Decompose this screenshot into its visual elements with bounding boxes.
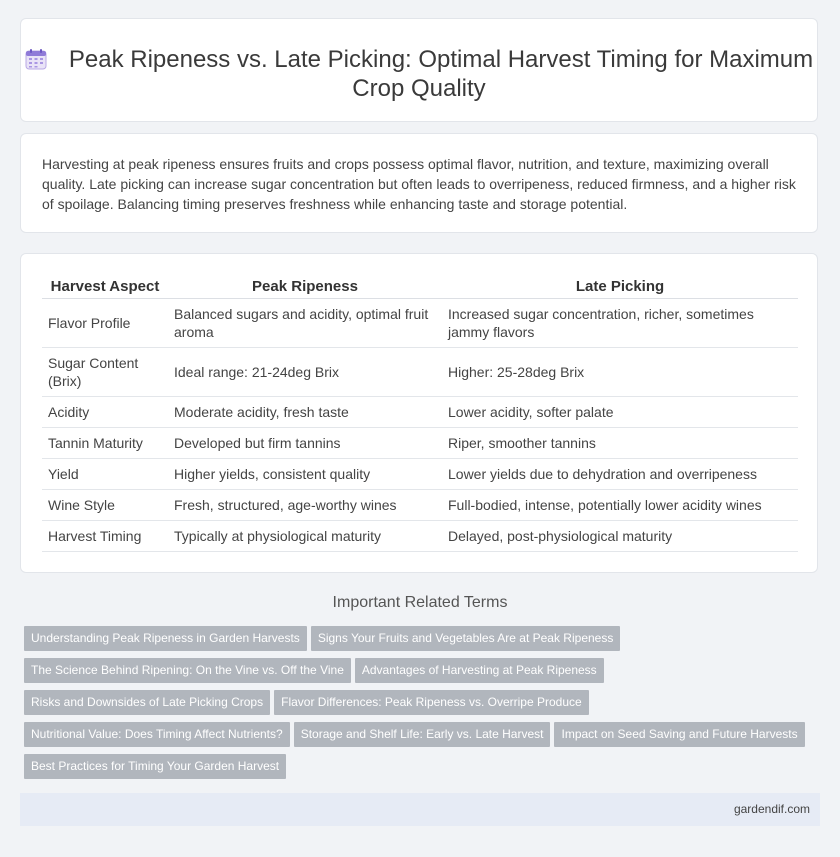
related-terms-heading: Important Related Terms	[332, 594, 508, 611]
table-row	[42, 348, 798, 397]
table-cell: Riper, smoother tannins	[442, 428, 798, 459]
related-terms-list	[24, 626, 824, 786]
table-row	[42, 521, 798, 552]
table-cell: Lower acidity, softer palate	[442, 397, 798, 428]
table-cell: Lower yields due to dehydration and overripeness	[442, 459, 798, 490]
footer	[20, 793, 820, 826]
related-term-link[interactable]: Understanding Peak Ripeness in Garden Harvests	[24, 626, 307, 651]
intro-card	[20, 133, 818, 233]
related-term-link[interactable]: The Science Behind Ripening: On the Vine vs. Off the Vine	[24, 658, 351, 683]
related-term-link[interactable]: Impact on Seed Saving and Future Harvests	[554, 722, 804, 747]
related-term-link[interactable]: Best Practices for Timing Your Garden Harvest	[24, 754, 286, 779]
comparison-card	[20, 253, 818, 573]
table-row	[42, 397, 798, 428]
table-cell: Ideal range: 21-24deg Brix	[168, 348, 442, 397]
table-row	[42, 459, 798, 490]
table-row	[42, 299, 798, 348]
page-title	[21, 45, 817, 103]
table-cell: Harvest Timing	[42, 521, 168, 552]
table-cell: Acidity	[42, 397, 168, 428]
table-cell: Fresh, structured, age-worthy wines	[168, 490, 442, 521]
header-late-picking: Late Picking	[442, 274, 798, 299]
table-row	[42, 428, 798, 459]
comparison-table	[42, 274, 798, 552]
table-cell: Moderate acidity, fresh taste	[168, 397, 442, 428]
intro-paragraph: Harvesting at peak ripeness ensures fruits and crops possess optimal flavor, nutrition, and texture, maximizing overall quality. Late picking can increase sugar concentration but often leads to overripeness, reduced firmness, and a higher risk of spoilage. Balancing timing preserves freshness while enhancing taste and storage potential.	[42, 156, 796, 212]
table-cell: Sugar Content (Brix)	[42, 348, 168, 397]
table-cell: Full-bodied, intense, potentially lower acidity wines	[442, 490, 798, 521]
related-term-link[interactable]: Advantages of Harvesting at Peak Ripeness	[355, 658, 604, 683]
related-term-link[interactable]: Storage and Shelf Life: Early vs. Late Harvest	[294, 722, 551, 747]
title-card	[20, 18, 818, 122]
table-cell: Delayed, post-physiological maturity	[442, 521, 798, 552]
table-cell: Wine Style	[42, 490, 168, 521]
table-header-row	[42, 274, 798, 299]
table-cell: Typically at physiological maturity	[168, 521, 442, 552]
footer-site-name: gardendif.com	[733, 802, 810, 816]
page-title-text: Peak Ripeness vs. Late Picking: Optimal Harvest Timing for Maximum Crop Quality	[68, 46, 814, 102]
table-cell: Yield	[42, 459, 168, 490]
table-cell: Flavor Profile	[42, 299, 168, 348]
table-row	[42, 490, 798, 521]
header-peak-ripeness: Peak Ripeness	[168, 274, 442, 299]
header-harvest-aspect: Harvest Aspect	[42, 274, 168, 299]
related-term-link[interactable]: Nutritional Value: Does Timing Affect Nutrients?	[24, 722, 290, 747]
table-cell: Higher yields, consistent quality	[168, 459, 442, 490]
related-term-link[interactable]: Flavor Differences: Peak Ripeness vs. Overripe Produce	[274, 690, 589, 715]
table-cell: Increased sugar concentration, richer, sometimes jammy flavors	[442, 299, 798, 348]
related-term-link[interactable]: Risks and Downsides of Late Picking Crops	[24, 690, 270, 715]
table-cell: Balanced sugars and acidity, optimal fruit aroma	[168, 299, 442, 348]
calendar-icon	[25, 48, 47, 70]
table-cell: Higher: 25-28deg Brix	[442, 348, 798, 397]
table-cell: Tannin Maturity	[42, 428, 168, 459]
table-cell: Developed but firm tannins	[168, 428, 442, 459]
related-term-link[interactable]: Signs Your Fruits and Vegetables Are at Peak Ripeness	[311, 626, 621, 651]
